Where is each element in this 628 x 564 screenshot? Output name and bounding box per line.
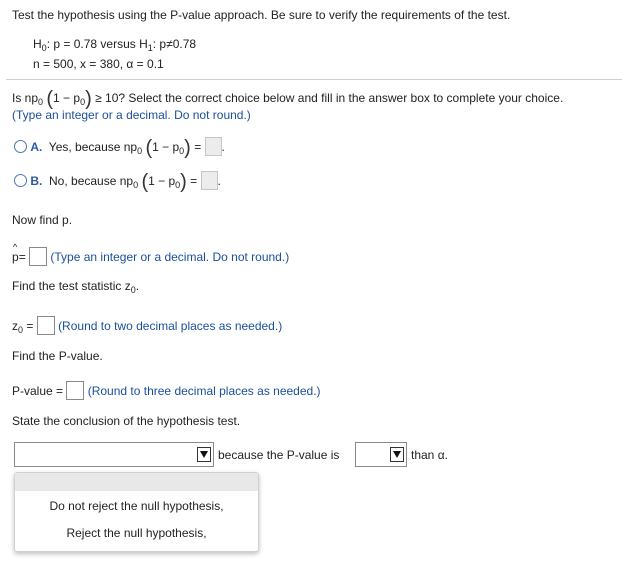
- z0-row: [12, 316, 282, 335]
- pvalue-row: [12, 381, 321, 400]
- equals: =: [190, 174, 198, 188]
- conclusion-select[interactable]: [14, 442, 214, 467]
- radio-a[interactable]: [14, 140, 27, 153]
- choice-a-text: Yes, because np: [48, 140, 138, 154]
- dropdown-arrow-icon[interactable]: [197, 447, 211, 462]
- p0-sub: 0: [175, 180, 181, 190]
- dropdown-blank-option[interactable]: [15, 473, 258, 491]
- h0-rest: : p = 0.78 versus H: [46, 37, 148, 51]
- instructions: Test the hypothesis using the P-value approach. Be sure to verify the requirements of the test.: [12, 8, 511, 22]
- paren-open: (: [46, 88, 54, 110]
- dropdown-arrow-icon[interactable]: [390, 447, 404, 462]
- because-text: because the P-value is: [218, 448, 340, 462]
- hypotheses: [33, 37, 196, 51]
- radio-b[interactable]: [14, 174, 27, 187]
- choice-b[interactable]: B. No, because $np_0$ $(1 - p_0)$ = .: [14, 168, 221, 191]
- find-phat-prompt: Now find p.: [12, 213, 73, 227]
- one-minus-p: 1 − p: [53, 91, 81, 105]
- pvalue-note: (Round to three decimal places as needed.): [87, 384, 321, 398]
- phat-input[interactable]: [29, 247, 47, 266]
- pvalue-prompt: Find the P-value.: [12, 349, 103, 363]
- h1-rest: : p≠0.78: [152, 37, 197, 51]
- dropdown-option[interactable]: Reject the null hypothesis,: [66, 526, 207, 540]
- question-pre: Is np: [12, 91, 39, 105]
- requirement-question: [12, 85, 563, 108]
- paren-open: (: [145, 137, 153, 159]
- find-phat-label: Now find p: [12, 213, 69, 227]
- question-post: ≥ 10? Select the correct choice below and fill in the answer box to complete your choice.: [95, 91, 564, 105]
- than-text: than α.: [411, 448, 448, 462]
- z0-note: (Round to two decimal places as needed.): [58, 319, 283, 333]
- one-minus-p: 1 − p: [152, 140, 180, 154]
- z0-label: z: [12, 319, 18, 333]
- paren-close: ): [85, 88, 92, 110]
- divider: [6, 79, 622, 80]
- requirement-note: (Type an integer or a decimal. Do not round.): [12, 108, 251, 122]
- p0-sub: 0: [179, 146, 185, 156]
- dropdown-option[interactable]: Do not reject the null hypothesis,: [49, 499, 224, 513]
- choice-b-text: No, because np: [49, 174, 134, 188]
- test-stat-prompt-text: Find the test statistic z: [12, 279, 131, 293]
- comparison-select[interactable]: [355, 442, 407, 467]
- pvalue-input[interactable]: [66, 381, 84, 400]
- test-stat-prompt: [12, 279, 139, 293]
- z0-eq: =: [26, 319, 34, 333]
- p0-sub: 0: [80, 97, 86, 107]
- phat-eq: =: [18, 250, 26, 264]
- equals: =: [194, 140, 202, 154]
- one-minus-p: 1 − p: [148, 174, 176, 188]
- h1-sub: 1: [147, 43, 153, 53]
- phat-note: (Type an integer or a decimal. Do not round.): [50, 250, 290, 264]
- p0-sub: 0: [137, 146, 143, 156]
- prompt-end: .: [135, 279, 140, 293]
- choice-b-letter: B.: [30, 174, 43, 188]
- answer-box-a[interactable]: [205, 137, 222, 156]
- phat-symbol: ^ p: [12, 250, 19, 264]
- z0-sub: 0: [130, 285, 136, 295]
- answer-box-b[interactable]: [201, 171, 218, 190]
- paren-close: ): [184, 137, 191, 159]
- z0-sub: 0: [18, 325, 24, 335]
- z0-input[interactable]: [37, 316, 55, 335]
- pvalue-label: P-value =: [12, 384, 64, 398]
- paren-open: (: [141, 171, 149, 193]
- givens: n = 500, x = 380, α = 0.1: [33, 57, 164, 71]
- conclusion-prompt: State the conclusion of the hypothesis test.: [12, 414, 241, 428]
- h0-label: H: [33, 37, 42, 51]
- phat-row: [12, 247, 289, 266]
- choice-a-letter: A.: [30, 140, 43, 154]
- p0-sub: 0: [38, 97, 44, 107]
- paren-close: ): [180, 171, 187, 193]
- h0-sub: 0: [41, 43, 47, 53]
- choice-a[interactable]: A. Yes, because $np_0$ $(1 - p_0)$ = .: [14, 134, 225, 157]
- conclusion-dropdown-menu: [14, 472, 259, 552]
- p0-sub: 0: [133, 180, 139, 190]
